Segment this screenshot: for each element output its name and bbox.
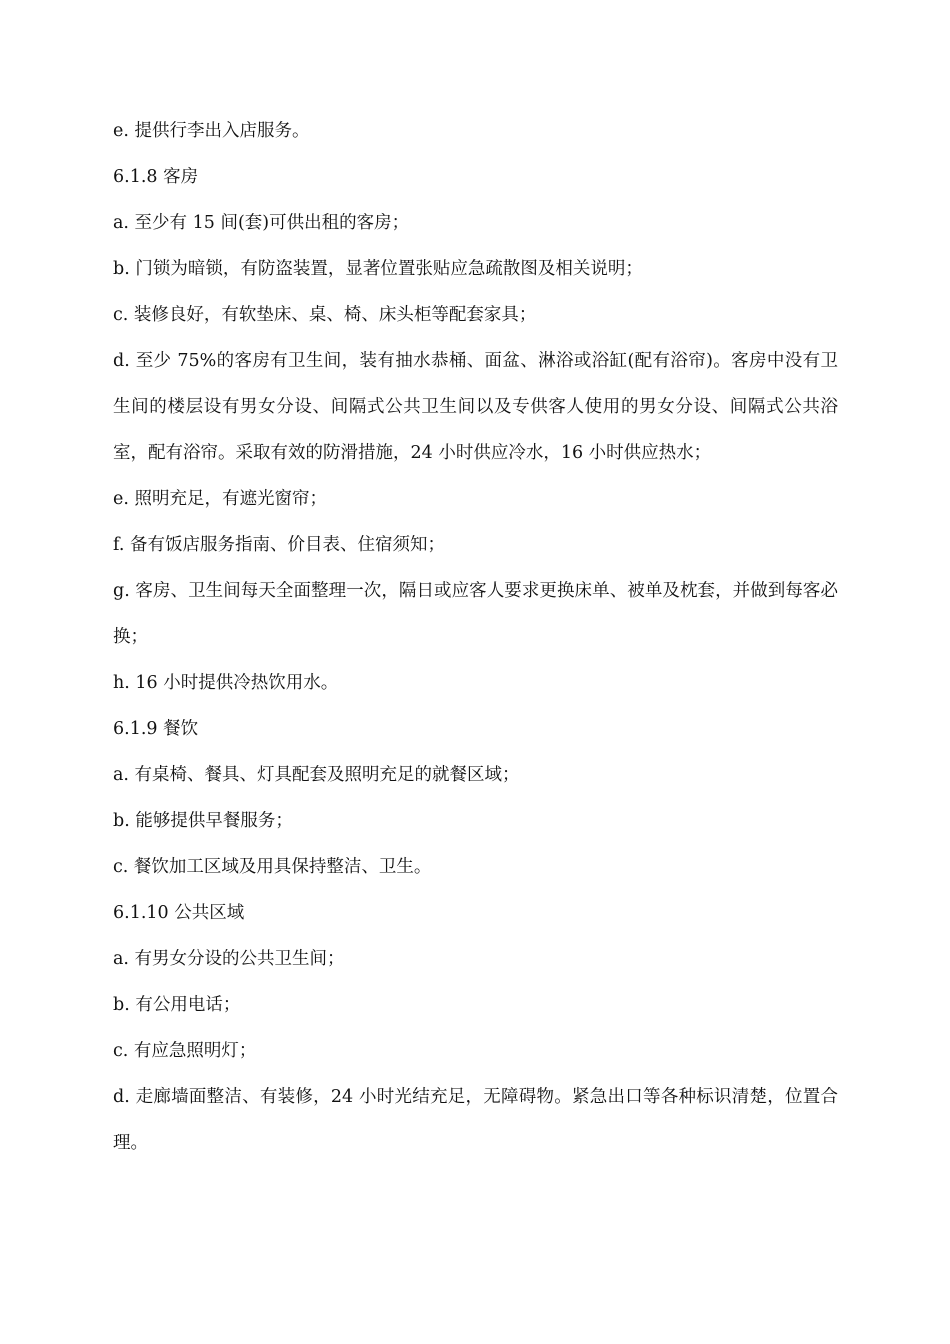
section-heading-guest-rooms: 6.1.8 客房 [113,167,199,187]
item-g-cleaning: g. 客房、卫生间每天全面整理一次，隔日或应客人要求更换床单、被单及枕套，并做到每客必换； [113,581,838,647]
item-b-breakfast: b. 能够提供早餐服务； [113,811,293,831]
item-c-hygiene: c. 餐饮加工区域及用具保持整洁、卫生。 [113,857,432,877]
item-e-lighting: e. 照明充足，有遮光窗帘； [113,489,327,509]
item-a-public-toilets: a. 有男女分设的公共卫生间； [113,949,345,969]
document-body [113,108,838,1166]
item-f-guides: f. 备有饭店服务指南、价目表、住宿须知； [113,535,445,555]
item-b-public-phone: b. 有公用电话； [113,995,241,1015]
item-c-furniture: c. 装修良好，有软垫床、桌、椅、床头柜等配套家具； [113,305,537,325]
item-a-dining-area: a. 有桌椅、餐具、灯具配套及照明充足的就餐区域； [113,765,520,785]
item-d-corridors: d. 走廊墙面整洁、有装修，24 小时光结充足，无障碍物。紧急出口等各种标识清楚，位置合理。 [113,1087,838,1153]
item-c-emergency-light: c. 有应急照明灯； [113,1041,257,1061]
section-heading-public-areas: 6.1.10 公共区域 [113,903,245,923]
item-h-drinking-water: h. 16 小时提供冷热饮用水。 [113,673,339,693]
item-b-door-lock: b. 门锁为暗锁，有防盗装置，显著位置张贴应急疏散图及相关说明； [113,259,643,279]
item-a-room-count: a. 至少有 15 间(套)可供出租的客房； [113,213,410,233]
item-e-luggage: e. 提供行李出入店服务。 [113,121,310,141]
section-heading-catering: 6.1.9 餐饮 [113,719,199,739]
item-d-bathrooms: d. 至少 75%的客房有卫生间，装有抽水恭桶、面盆、淋浴或浴缸(配有浴帘)。客房中没有卫生间的楼层设有男女分设、间隔式公共卫生间以及专供客人使用的男女分设、间隔式公共浴室，配有浴帘。采取有效的防滑措施，24 小时供应冷水，16 小时供应热水； [113,351,838,463]
